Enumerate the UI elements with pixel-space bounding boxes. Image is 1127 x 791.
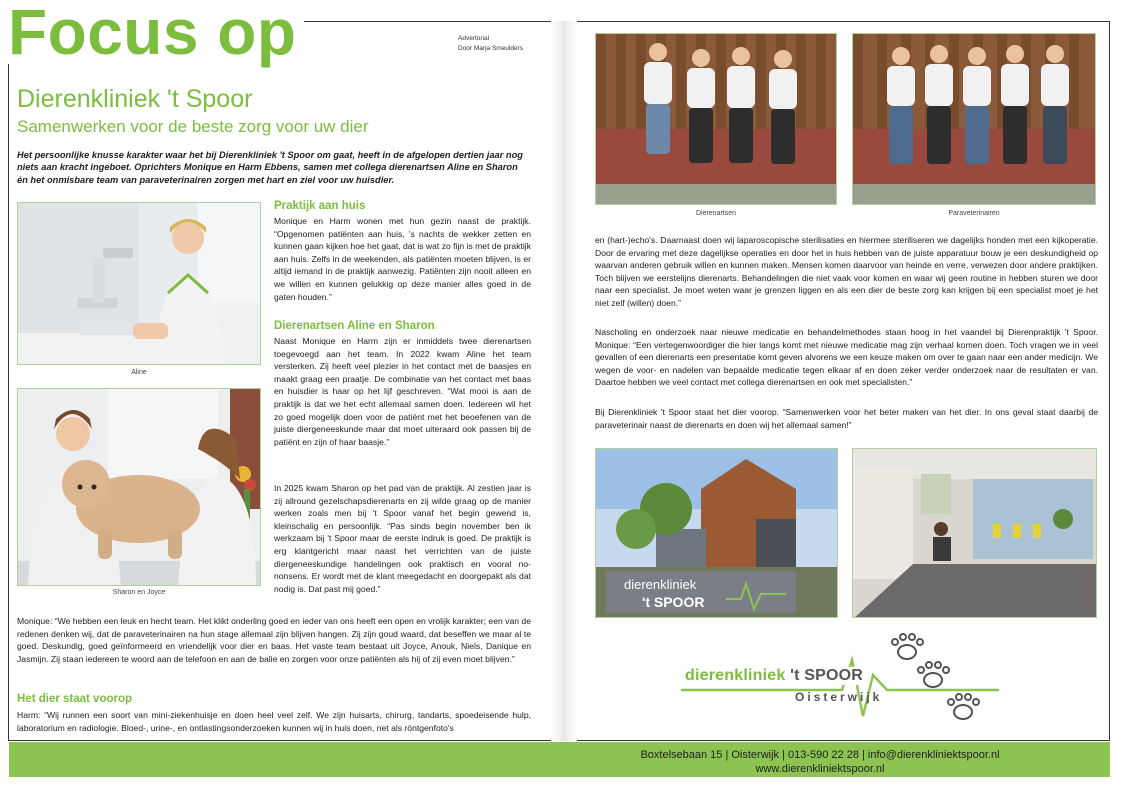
sign-line-2: 't SPOOR xyxy=(642,594,705,610)
advertorial-tag: Advertorial xyxy=(458,35,490,42)
photo-waiting-room xyxy=(852,448,1097,618)
byline: Door Marja Smeulders xyxy=(458,45,524,52)
photo-sharon-joyce xyxy=(17,388,261,586)
article-title: Dierenkliniek 't Spoor xyxy=(17,85,253,113)
article-lead: Het persoonlijke knusse karakter waar het bij Dierenkliniek 't Spoor om gaat, heeft in de afgelopen dertien jaar nog niets aan kracht ingeboet. Oprichters Monique en Harm Ebbens, samen met collega dierenartsen Aline en Sharon én het onmisbare team van paraveterinairen zorgen met hart en ziel voor uw huisdier. xyxy=(17,150,523,185)
section-heading-dierenartsen: Dierenartsen Aline en Sharon xyxy=(274,320,435,332)
logo-name-part2: 't SPOOR xyxy=(790,667,864,684)
footer-address-line: Boxtelsebaan 15 | Oisterwijk | 013-590 22 28 | info@dierenkliniektspoor.nl xyxy=(640,749,1000,761)
sign-line-1: dierenkliniek xyxy=(624,577,697,592)
logo-wordmark xyxy=(685,667,867,685)
photo-waiting-room-illustration xyxy=(853,449,1097,618)
photo-dierenartsen-illustration xyxy=(596,34,837,205)
caption-dierenartsen: Dierenartsen xyxy=(695,210,737,217)
photo-aline-illustration xyxy=(18,203,261,365)
section-text-sharon: In 2025 kwam Sharon op het pad van de praktijk. Al zestien jaar is zij allround gezelschapsdierenarts en zij wilde graag op de manier werken zoals men bij 't Spoor vanaf het begin gewend is, kleinschalig en persoonlijk. “Pas sinds begin november ben ik werkzaam bij 't Spoor maar de eerste indruk is goed. De praktijk is erg klantgericht maar naast het verrichten van de juiste diergeneeskundige handelingen ook praktisch en vooral no-nonsens. Er wordt met de klant meegedacht en doorgepakt als dat nodig is. Dat past mij goed.” xyxy=(274,483,531,594)
section-heading-praktijk: Praktijk aan huis xyxy=(274,200,366,212)
footer-contact xyxy=(564,748,1076,776)
page-gutter xyxy=(551,21,577,741)
section-heading-dier-voorop: Het dier staat voorop xyxy=(17,693,133,705)
paw-print-icon-2 xyxy=(918,662,949,687)
photo-building-exterior xyxy=(595,448,838,618)
article-subtitle: Samenwerken voor de beste zorg voor uw dier xyxy=(17,117,369,136)
photo-paraveterinairen-illustration xyxy=(853,34,1096,205)
paw-print-icon xyxy=(892,634,923,659)
logo-town: Oisterwijk xyxy=(795,690,883,704)
paragraph-echo: en (hart-)echo's. Daarnaast doen wij laparoscopische sterilisaties en hiermee steriliseren we dagelijks honden met een kijkoperatie. Door de ervaring met deze dagelijkse operaties en door het in huis hebben van de juiste apparatuur bouw je een deskundigheid op waarvan anderen gebruik willen en kunnen maken. Mensen komen daarvoor van heinde en verre, verwezen door andere praktijken. Toch blijven we eerstelijns dierenarts. Behandelingen die niet vaak voor komen en waar wij geen routine in hebben sturen we door naar een specialist. Je moet weten waar je grenzen liggen en als een dier de beste zorg kan krijgen bij een specialist moet je het niet zelf (willen) doen.” xyxy=(595,235,1098,308)
footer-website: www.dierenkliniektspoor.nl xyxy=(755,763,885,775)
section-text-praktijk: Monique en Harm wonen met hun gezin naast de praktijk. “Opgenomen patiënten aan huis, 's nachts de wekker zetten en kunnen gaan kijken hoe het gaat, dat is wat zo fijn is met de praktijk aan huis. Zelfs in de weekenden, als patiënten moeten blijven, is er altijd iemand in de praktijk aanwezig. Patiënten zijn nooit alleen en we willen en kunnen gelukkig op deze manier alles goed in de gaten houden.” xyxy=(274,216,532,302)
paragraph-nascholing: Nascholing en onderzoek naar nieuwe medicatie en behandelmethodes staan hoog in het vaandel bij Dierenpraktijk 't Spoor. Monique: “Een vertegenwoordiger die hier langs komt met nieuwe medicatie mag zijn verhaal komen doen. Toch vragen we in veel gevallen of een dierenarts een presentatie komt geven alvorens we een keuze maken om over te gaan naar een ander medicijn. We wegen de voor- en nadelen van bepaalde medicatie tegen elkaar af en doen zeker verder onderzoek naar de resultaten er van. Daartoe hebben we veel contact met collega dierenartsen en ook met specialisten.” xyxy=(595,327,1098,388)
section-text-dierenartsen: Naast Monique en Harm zijn er inmiddels twee dierenartsen toegevoegd aan het team. In 2022 kwam Aline het team versterken. Zij heeft veel plezier in het contact met de baasjes en maakt graag een praatje. De combinatie van het contact met baas en huisdier is haar op het lijf geschreven. “Wat mooi is aan de praktijk is dat we het echt allemaal samen doen. Iedereen wil het zo goed mogelijk doen voor de patiënt met het beoefenen van de juiste diergeneeskunde maar dat moet uiteraard ook passen bij de patiënt en zijn of haar baasje.” xyxy=(274,336,531,447)
caption-aline: Aline xyxy=(131,369,147,376)
section-text-dier-voorop: Harm: “Wij runnen een soort van mini-ziekenhuisje en doen heel veel zelf. We zijn huisarts, chirurg, tandarts, spoedeisende hulp, laboratorium en radiologie. Bloed-, urine-, en ontlastingsonderzoeken kunnen wij in huis doen, net als röntgenfoto's xyxy=(17,710,531,733)
section-title: Focus op xyxy=(8,0,304,64)
caption-sharon-joyce: Sharon en Joyce xyxy=(112,589,166,596)
clinic-logo xyxy=(677,630,1007,730)
photo-aline xyxy=(17,202,261,365)
advertorial-label xyxy=(458,34,523,54)
paragraph-dier-voorop: Bij Dierenkliniek 't Spoor staat het dier voorop. “Samenwerken voor het beter maken van het dier. In ons geval staat daarbij de paraveterinair naast de dierenarts en doen wij het allemaal samen!” xyxy=(595,407,1098,430)
paw-print-icon-3 xyxy=(948,694,979,719)
caption-paraveterinairen: Paraveterinairen xyxy=(948,210,1000,217)
logo-name-part1: dierenkliniek xyxy=(685,667,786,684)
photo-paraveterinairen xyxy=(852,33,1096,205)
photo-sharon-joyce-illustration xyxy=(18,389,261,586)
photo-building-exterior-illustration xyxy=(596,449,838,618)
paragraph-monique-team: Monique: “We hebben een leuk en hecht team. Het klikt onderling goed en ieder van ons heeft een open en vrolijk karakter; een van de redenen denken wij, dat de paraveterinairen na hun stage allemaal zijn blijven hangen. Zij zijn goud waard, dat beseffen we maar al te goed. Deskundig, goed geïnformeerd en vriendelijk voor dier en baas. Het vaste team bestaat uit Joyce, Anouk, Niels, Danique en Jasmijn. Zij staan iedereen te woord aan de telefoon en aan de balie en zorgen voor onze patiënten als hij of zij even moet blijven.” xyxy=(17,616,531,664)
photo-dierenartsen xyxy=(595,33,837,205)
